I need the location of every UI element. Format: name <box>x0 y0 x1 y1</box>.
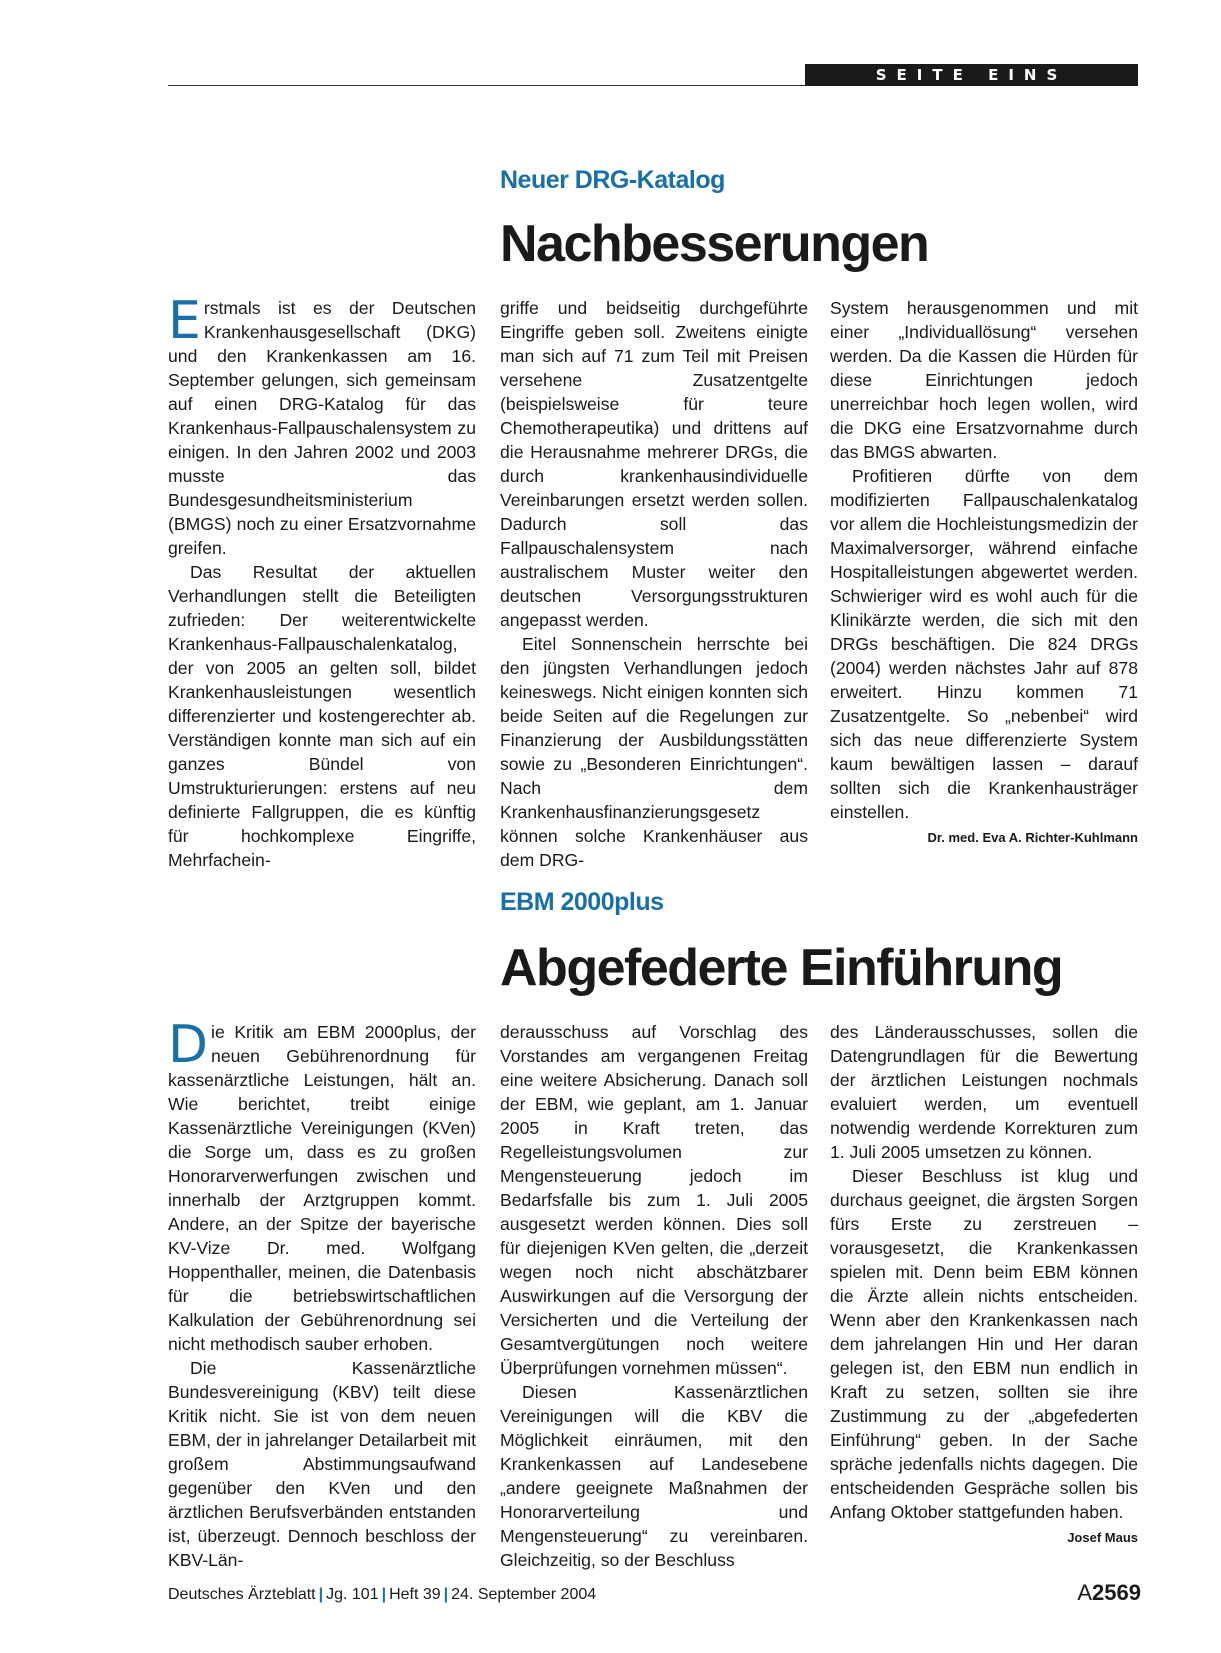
section-badge: SEITE EINS <box>805 64 1138 86</box>
dropcap: E <box>168 291 201 351</box>
issue: Heft 39 <box>389 1586 441 1603</box>
date: 24. September 2004 <box>451 1586 597 1603</box>
article1-column-1 <box>168 291 476 872</box>
paragraph: des Länderausschusses, sollen die Datengrundlagen für die Bewertung der ärztlichen Leistungen nochmals evaluiert werden, um eventuell notwendig werdende Korrekturen zum 1. Juli 2005 umsetzen zu können. <box>830 1022 1138 1162</box>
page-value: 2569 <box>1092 1580 1141 1605</box>
paragraph: Dieser Beschluss ist klug und durchaus geeignet, die ärgsten Sorgen fürs Erste zu zerstreuen – vorausgesetzt, die Krankenkassen spielen mit. Denn beim EBM können die Ärzte allein nichts entscheiden. Wenn aber den Krankenkassen nach dem jahrelangen Hin und Her daran gelegen ist, den EBM nun endlich in Kraft zu setzen, sollten sie ihre Zustimmung zu der „abgefederten Einführung“ geben. In der Sache spräche jedenfalls nichts dagegen. Die entscheidenden Gespräche sollen bis Anfang Oktober stattgefunden haben. <box>830 1166 1138 1522</box>
paragraph: Das Resultat der aktuellen Verhandlungen stellt die Beteiligten zufrieden: Der weiterentwickelte Krankenhaus-Fallpauschalenkatalog, der von 2005 an gelten soll, bildet Krankenhausleistungen wesentlich differenzierter und kostengerechter ab. Verständigen konnte man sich auf ein ganzes Bündel von Umstrukturierungen: erstens auf neu definierte Fallgruppen, die es künftig für hochkomplexe Eingriffe, Mehrfachein- <box>168 562 476 870</box>
page-prefix: A <box>1077 1580 1093 1605</box>
paragraph: System herausgenommen und mit einer „Individuallösung“ versehen werden. Da die Kassen die Hürden für diese Einrichtungen jedoch unerreichbar hoch legen wollen, wird die DKG eine Ersatzvornahme durch das BMGS abwarten. <box>830 298 1138 462</box>
paragraph: Die Kassenärztliche Bundesvereinigung (KBV) teilt diese Kritik nicht. Sie ist von dem neuen EBM, der in jahrelanger Detailarbeit mit großem Abstimmungsaufwand gegenüber den KVen und den ärztlichen Berufsverbänden entstanden ist, überzeugt. Dennoch beschloss der KBV-Län- <box>168 1358 476 1570</box>
article1-column-2 <box>500 296 808 872</box>
article2-column-3 <box>830 1020 1138 1550</box>
paragraph: Profitieren dürfte von dem modifizierten Fallpauschalenkatalog vor allem die Hochleistungsmedizin der Maximalversorger, während einfache Hospitalleistungen abgewertet werden. Schwieriger wird es wohl auch für die Klinikärzte werden, die sich mit den DRGs beschäftigen. Die 824 DRGs (2004) werden nächstes Jahr auf 878 erweitert. Hinzu kommen 71 Zusatzentgelte. So „nebenbei“ wird sich das neue differenzierte System kaum bewältigen lassen – darauf sollten sich die Krankenhausträger einstellen. <box>830 466 1138 822</box>
author-byline: Josef Maus <box>1067 1530 1138 1545</box>
article2-column-1 <box>168 1015 476 1572</box>
paragraph: Diesen Kassenärztlichen Vereinigungen will die KBV die Möglichkeit einräumen, mit den Krankenkassen auf Landesebene „andere geeignete Maßnahmen der Honorarverteilung und Mengensteuerung“ zu vereinbaren. Gleichzeitig, so der Beschluss <box>500 1382 808 1570</box>
volume: Jg. 101 <box>326 1586 379 1603</box>
journal-name: Deutsches Ärzteblatt <box>168 1586 316 1603</box>
footer-citation: Deutsches Ärzteblatt | Jg. 101 | Heft 39 | 24. September 2004 <box>168 1586 597 1603</box>
author-byline: Dr. med. Eva A. Richter-Kuhlmann <box>927 830 1138 845</box>
article1-kicker: Neuer DRG-Katalog <box>500 166 725 194</box>
article2-column-2 <box>500 1020 808 1572</box>
article2-kicker: EBM 2000plus <box>500 888 664 916</box>
article2-title: Abgefederte Einführung <box>500 939 1063 997</box>
page-number <box>1077 1580 1141 1606</box>
dropcap: D <box>168 1015 209 1075</box>
article1-title: Nachbesserungen <box>500 215 929 273</box>
paragraph: Eitel Sonnenschein herrschte bei den jüngsten Verhandlungen jedoch keineswegs. Nicht einigen konnten sich beide Seiten auf die Regelungen zur Finanzierung der Ausbildungsstätten sowie zu „Besonderen Einrichtungen“. Nach dem Krankenhausfinanzierungsgesetz können solche Krankenhäuser aus dem DRG- <box>500 634 808 870</box>
article1-column-3 <box>830 296 1138 850</box>
paragraph: ie Kritik am EBM 2000plus, der neuen Gebührenordnung für kassenärztliche Leistungen, hält an. Wie berichtet, treibt einige Kassenärztliche Vereinigungen (KVen) die Sorge um, dass es zu großen Honorarverwerfungen zwischen und innerhalb der Arztgruppen kommt. Andere, an der Spitze der bayerische KV-Vize Dr. med. Wolfgang Hoppenthaller, meinen, die Datenbasis für die betriebswirtschaftlichen Kalkulation der Gebührenordnung sei nicht methodisch sauber erhoben. <box>168 1022 476 1354</box>
paragraph: griffe und beidseitig durchgeführte Eingriffe geben soll. Zweitens einigte man sich auf 71 zum Teil mit Preisen versehene Zusatzentgelte (beispielsweise für teure Chemotherapeutika) und drittens auf die Herausnahme mehrerer DRGs, die durch krankenhausindividuelle Vereinbarungen ersetzt werden sollen. Dadurch soll das Fallpauschalensystem nach australischem Muster weiter den deutschen Versorgungsstrukturen angepasst werden. <box>500 298 808 630</box>
paragraph: derausschuss auf Vorschlag des Vorstandes am vergangenen Freitag eine weitere Absicherung. Danach soll der EBM, wie geplant, am 1. Januar 2005 in Kraft treten, das Regelleistungsvolumen zur Mengensteuerung jedoch im Bedarfsfalle bis zum 1. Juli 2005 ausgesetzt werden können. Dies soll für diejenigen KVen gelten, die „derzeit wegen noch nicht abschätzbarer Auswirkungen auf die Versorgung der Versicherten und die Verteilung der Gesamtvergütungen noch weitere Überprüfungen vornehmen müssen“. <box>500 1022 808 1378</box>
paragraph: rstmals ist es der Deutschen Krankenhausgesellschaft (DKG) und den Krankenkassen am 16. September gelungen, sich gemeinsam auf einen DRG-Katalog für das Krankenhaus-Fallpauschalensystem zu einigen. In den Jahren 2002 und 2003 musste das Bundesgesundheitsministerium (BMGS) noch zu einer Ersatzvornahme greifen. <box>168 298 476 558</box>
